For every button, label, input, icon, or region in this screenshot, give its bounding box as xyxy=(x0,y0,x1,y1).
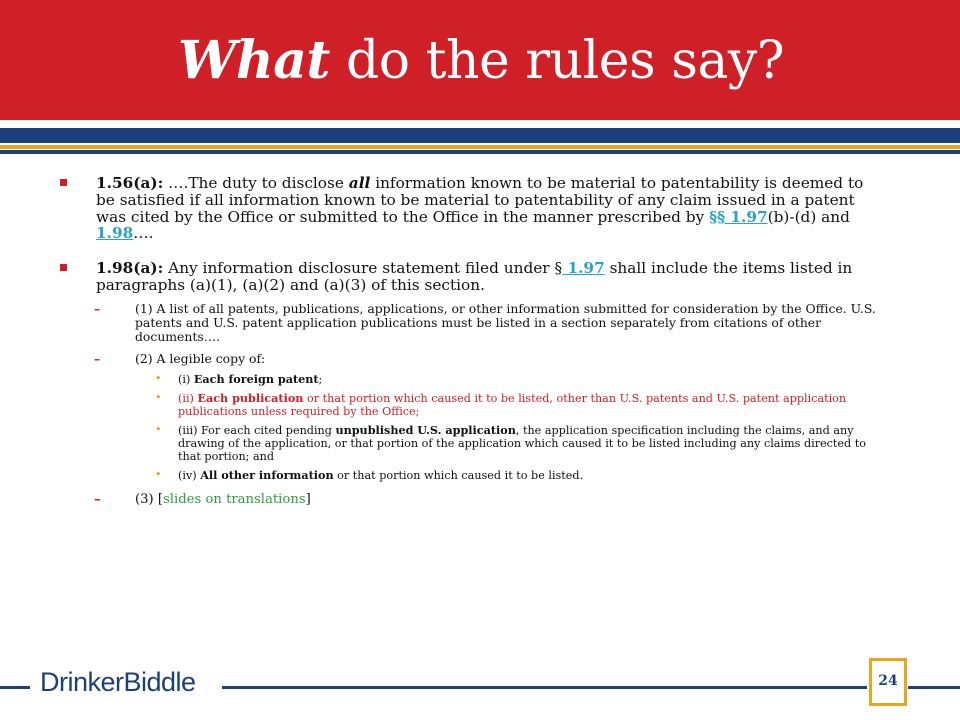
bullet-rule-156a xyxy=(60,175,880,242)
subsub-text: (ii) xyxy=(178,392,198,406)
footer-rule xyxy=(222,686,867,689)
subsub-text: or that portion which caused it to be listed. xyxy=(333,469,584,483)
dash-bullet-icon: – xyxy=(94,300,101,316)
rule-text: shall include the items listed in paragraphs (a)(1), (a)(2) and (a)(3) of this section. xyxy=(96,259,853,294)
emphasis-all: all xyxy=(348,174,371,192)
subsub-item-iv xyxy=(60,469,880,483)
dash-bullet-icon: – xyxy=(94,351,101,367)
subsub-emphasis: unpublished U.S. application xyxy=(335,423,516,438)
page-number: 24 xyxy=(878,673,898,689)
subitem-3 xyxy=(60,493,880,507)
footer-rule-end xyxy=(908,686,960,689)
dot-bullet-icon: • xyxy=(155,423,162,437)
translations-reference: slides on translations xyxy=(163,491,306,507)
subitem-2 xyxy=(60,352,880,366)
subsub-text: (iii) For each cited pending xyxy=(178,424,336,438)
slide-body xyxy=(60,175,880,515)
link-1-97[interactable]: 1.97 xyxy=(562,259,605,278)
title-rest: do the rules say? xyxy=(329,31,785,91)
subsub-text: or that portion which caused it to be listed, other than U.S. patents and U.S. patent application publications unless required by the Office; xyxy=(178,392,847,418)
rule-text: information known to be material to patentability is deemed to be satisfied if all information known to be material to patentability of any claim issued in a patent was cited by the Office or submitted to the Office in the manner prescribed by xyxy=(96,174,864,226)
rule-text: (b)-(d) and xyxy=(767,207,850,226)
subsub-text: (i) xyxy=(178,372,194,386)
subitem-text: (2) A legible copy of: xyxy=(135,351,266,367)
subitem-text: (1) A list of all patents, publications, applications, or other information submitted for consideration by the Office. U.S. patents and U.S. patent application publications must be listed in a section separately from citations of other documents…. xyxy=(135,300,876,345)
dot-bullet-icon: • xyxy=(155,468,162,482)
subsub-item-ii xyxy=(60,392,880,418)
square-bullet-icon xyxy=(60,179,67,186)
title-banner xyxy=(0,0,960,120)
subitem-text: ] xyxy=(305,491,311,507)
subsub-text: , the application specification including the claims, and any drawing of the application, or that portion of the application which caused it to be listed including any claims directed to that portion; and xyxy=(178,424,866,463)
subsub-item-i xyxy=(60,373,880,387)
drinker-biddle-logo: DrinkerBiddle xyxy=(40,667,196,697)
dot-bullet-icon: • xyxy=(155,391,162,405)
link-1-98[interactable]: 1.98 xyxy=(96,224,134,243)
subsub-emphasis: Each foreign patent xyxy=(193,371,319,386)
bullet-rule-198a xyxy=(60,260,880,294)
subsub-emphasis: All other information xyxy=(200,468,334,483)
rule-text: Any information disclosure statement filed under § xyxy=(163,259,563,278)
rule-text: ….The duty to disclose xyxy=(163,174,349,192)
subsub-emphasis: Each publication xyxy=(197,391,304,406)
square-bullet-icon xyxy=(60,264,67,271)
header-stripe-gold xyxy=(0,145,960,149)
subitem-1 xyxy=(60,302,880,345)
subsub-item-iii xyxy=(60,424,880,463)
dot-bullet-icon: • xyxy=(155,371,162,385)
rule-label: 1.56(a): xyxy=(96,174,164,192)
rule-label: 1.98(a): xyxy=(96,259,164,278)
title-emphasis: What xyxy=(178,30,330,91)
page-number-box xyxy=(869,658,907,706)
subsub-text: (iv) xyxy=(178,469,201,483)
rule-text: …. xyxy=(133,224,154,243)
header-stripe-navy-thin xyxy=(0,150,960,154)
subitem-text: (3) [ xyxy=(135,491,164,507)
subsub-text: ; xyxy=(318,372,323,386)
slide-title xyxy=(178,30,784,91)
dash-bullet-icon: – xyxy=(94,491,101,507)
footer-rule-left xyxy=(0,686,30,689)
link-1-97[interactable]: §§ 1.97 xyxy=(709,207,768,226)
header-stripe-navy xyxy=(0,128,960,143)
